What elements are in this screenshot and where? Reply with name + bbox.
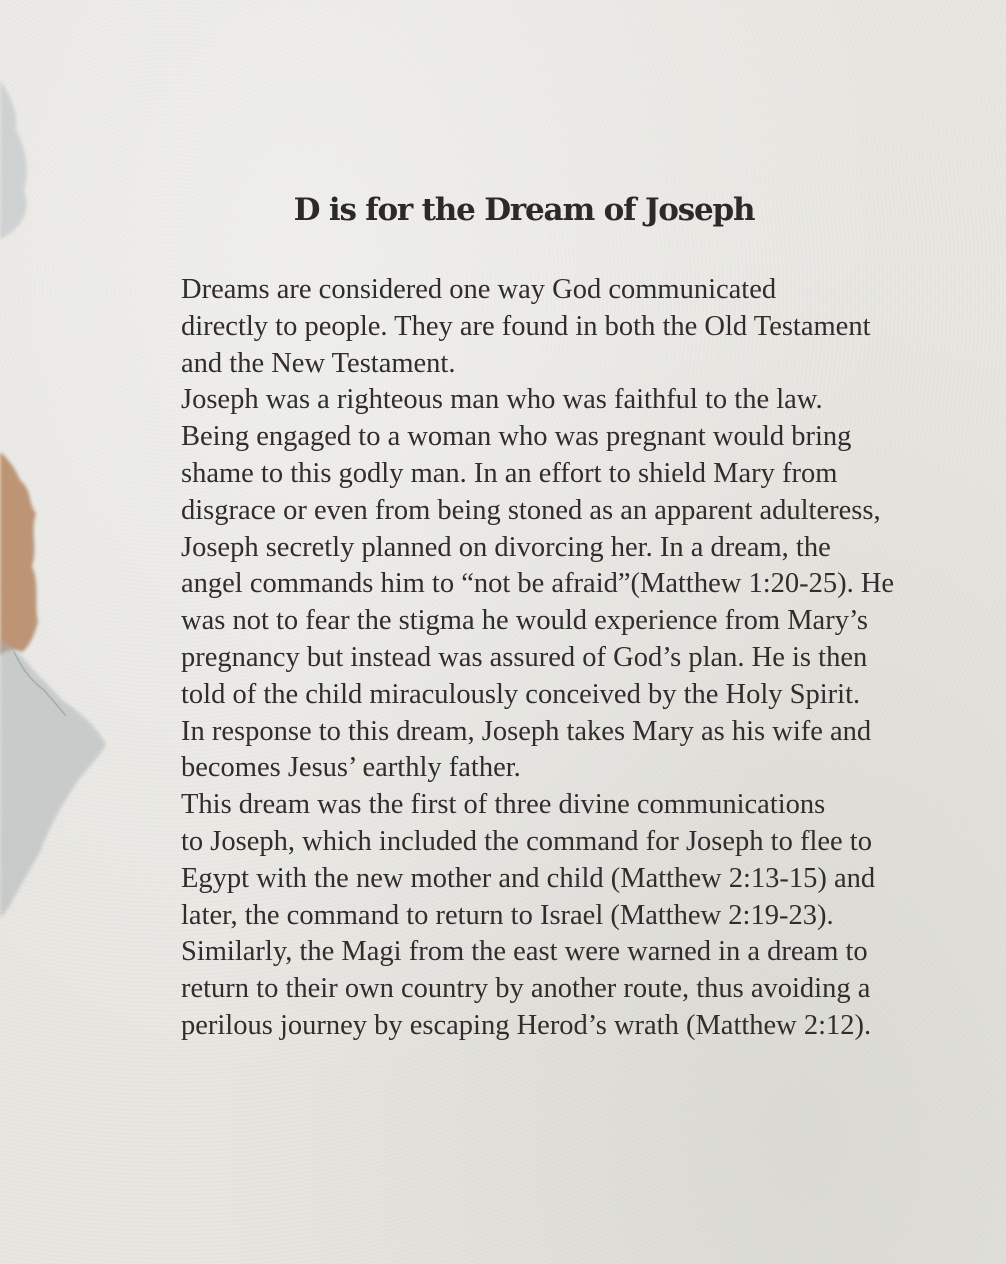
text-line: Similarly, the Magi from the east were warned in a dream to — [181, 936, 868, 968]
paragraph-2 — [126, 382, 926, 787]
text-line: In response to this dream, Joseph takes Mary as his wife and — [181, 715, 872, 747]
text-line: Egypt with the new mother and child (Matthew 2:13-15) and — [181, 862, 876, 894]
text-line: Joseph was a righteous man who was faithful to the law. — [181, 384, 823, 416]
text-line: angel commands him to “not be afraid”(Matthew 1:20-25). He — [181, 568, 895, 600]
text-line: return to their own country by another route, thus avoiding a — [181, 973, 871, 1005]
text-line: Joseph secretly planned on divorcing her. In a dream, the — [181, 531, 831, 563]
watercolor-gray-wash-lower — [0, 640, 106, 918]
text-line: Being engaged to a woman who was pregnant would bring — [181, 421, 852, 453]
text-line: This dream was the first of three divine communications — [181, 789, 826, 821]
page-title: D is for the Dream of Joseph — [293, 192, 755, 228]
text-line: Dreams are considered one way God communicated — [181, 274, 777, 305]
text-line: to Joseph, which included the command for Joseph to flee to — [181, 825, 872, 857]
text-line: later, the command to return to Israel (Matthew 2:19-23). — [181, 899, 834, 931]
watercolor-brown-wash — [0, 452, 38, 655]
text-line: and the New Testament. — [181, 347, 456, 379]
body-text — [126, 272, 926, 1045]
text-line: told of the child miraculously conceived by the Holy Spirit. — [181, 678, 861, 710]
text-line: shame to this godly man. In an effort to shield Mary from — [181, 457, 838, 489]
text-line: disgrace or even from being stoned as an apparent adulteress, — [181, 494, 881, 526]
text-line: directly to people. They are found in both the Old Testament — [181, 310, 871, 342]
paragraph-3 — [126, 787, 926, 1045]
text-line: becomes Jesus’ earthly father. — [181, 752, 521, 784]
text-line: perilous journey by escaping Herod’s wrath (Matthew 2:12). — [181, 1009, 872, 1041]
text-line: pregnancy but instead was assured of God’s plan. He is then — [181, 641, 868, 673]
paragraph-1 — [126, 272, 926, 382]
text-line: was not to fear the stigma he would experience from Mary’s — [181, 605, 868, 637]
